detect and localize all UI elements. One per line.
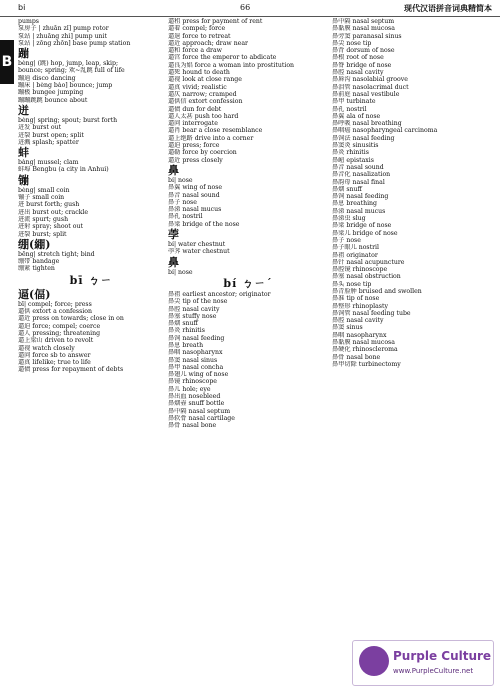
header-title: 现代汉语拼音词典精简本 <box>404 4 492 13</box>
dictionary-entry: 鼻咽 nasopharynx <box>332 331 387 339</box>
dictionary-entry: 逼仄 narrow; cramped <box>168 90 237 98</box>
dictionary-entry: 鼻整形 rhinoplasty <box>332 302 388 310</box>
dictionary-entry: 鼻梁儿 bridge of nose <box>332 229 398 237</box>
dictionary-entry: 鼻窦炎 sinusitis <box>332 142 379 150</box>
dictionary-entry: 鼻尖 nose tip <box>332 39 372 47</box>
dictionary-entry: 鼻子 nose <box>332 236 361 244</box>
dictionary-entry: 逼租 press for payment of rent <box>168 18 263 25</box>
dictionary-entry: 鼻腔镜 rhinoscope <box>332 266 388 274</box>
dictionary-entry: bí| nose <box>168 268 193 276</box>
dictionary-entry: 逼近 press closely <box>168 156 223 164</box>
dictionary-entry: 鼻饲 nasal feeding <box>332 193 389 201</box>
dictionary-entry: 鼻咽癌 nasopharyngeal carcinoma <box>332 127 438 135</box>
dictionary-entry: 逼供信 extort confession <box>168 98 243 106</box>
dictionary-entry: 逼迫 force; compel; coerce <box>18 322 101 330</box>
dictionary-entry: 逼问 force sb to answer <box>18 351 91 359</box>
dictionary-entry: 鼻窦 nasal sinus <box>168 356 218 364</box>
dictionary-entry: 鼻祖 originator <box>332 251 378 259</box>
dictionary-entry: 迸裂 burst open; split <box>18 131 84 139</box>
dictionary-entry: 逼死 hound to death <box>168 69 230 77</box>
dictionary-entry: 鼻梁 bridge of the nose <box>168 220 240 228</box>
dictionary-entry: 逼良为娼 force a woman into prostitution <box>168 61 295 69</box>
dictionary-entry: 泵房子 | zhuān zǐ] pump rotor <box>18 25 109 33</box>
dictionary-entry: 迸发 burst out <box>18 124 62 132</box>
dictionary-entry: 鼻炎 rhinitis <box>332 149 369 157</box>
dictionary-entry: 鼻青脸肿 bruised and swollen <box>332 287 422 295</box>
letter-tab: B <box>0 40 14 84</box>
dictionary-entry: 鼻子 nose <box>168 198 197 206</box>
dictionary-entry: bī ㄅㄧ <box>69 273 113 287</box>
dictionary-entry: 荸 <box>168 228 179 242</box>
dictionary-entry: 逼肖 bear a close resemblance <box>168 127 263 135</box>
dictionary-entry: 鼻中隔 nasal septum <box>168 407 231 415</box>
dictionary-entry: 进 burst forth; gush <box>18 201 80 209</box>
dictionary-entry: 镚 <box>18 173 29 187</box>
dictionary-entry: 逼人 pressing; threatening <box>18 329 101 337</box>
dictionary-entry: 荸荠 water chestnut <box>168 248 230 256</box>
dictionary-entry: 鼻头 nose tip <box>332 280 372 288</box>
dictionary-entry: 鼻塞 nasal obstruction <box>332 273 401 281</box>
dictionary-entry: 鼻祖 earliest ancestor; originator <box>168 290 271 298</box>
dictionary-entry: 鼻衄 epistaxis <box>332 156 374 164</box>
dictionary-entry: bèng| small coin <box>18 186 70 194</box>
dictionary-entry: 鼻脊 bridge of nose <box>332 61 392 69</box>
dictionary-entry: 蹦床 | bèng bào] bounce; jump <box>18 82 113 90</box>
dictionary-entry: 泵站 | zhuāng zhì] pump unit <box>18 32 108 40</box>
dictionary-entry: 鼻翼 ala of nose <box>332 112 381 120</box>
dictionary-entry: 逼上绝路 drive into a corner <box>168 134 254 142</box>
dictionary-entry: 绷带 bandage <box>18 258 60 266</box>
dictionary-entry: 鼻咽 nasopharynx <box>168 349 223 357</box>
dictionary-entry: 逼视 look at close range <box>168 76 242 84</box>
dictionary-entry: 鼻孔 nostril <box>168 213 203 221</box>
watermark-name: Purple Culture <box>393 649 492 663</box>
dictionary-entry: 鼻涕 nasal mucus <box>332 207 386 215</box>
dictionary-entry: 迸 <box>18 103 29 117</box>
dictionary-entry: pumps <box>18 18 39 25</box>
dictionary-entry: 鼻腔 nasal cavity <box>332 317 384 325</box>
dictionary-entry: 逼债 dun for debt <box>168 105 222 113</box>
dictionary-entry: 鼻韵母 nasal final <box>332 178 385 186</box>
dictionary-entry: 逼退 force to retreat <box>168 32 231 40</box>
dictionary-entry: 逼(偪) <box>18 287 51 301</box>
dictionary-entry: 鼻翅儿 wing of nose <box>168 371 229 379</box>
dictionary-entry: 鼻孔 nostril <box>332 105 367 113</box>
dictionary-entry: 鼻腔 nasal cavity <box>168 305 220 313</box>
watermark-logo <box>352 640 494 686</box>
dictionary-entry: bàng| mussel; clam <box>18 159 79 167</box>
dictionary-entry: bèng| spring; spout; burst forth <box>18 116 118 124</box>
dictionary-entry: 鼻出血 nosebleed <box>168 393 221 401</box>
dictionary-entry: 鼻骨 nasal bone <box>168 422 217 430</box>
dictionary-entry: 鼻准 tip of nose <box>332 295 380 303</box>
dictionary-entry: 鼻息 breathing <box>332 200 378 208</box>
dictionary-entry: 迸溅 splash; spatter <box>18 138 79 146</box>
dictionary-entry: 鼻甲 nasal concha <box>168 363 224 371</box>
dictionary-entry: 鼻镜 rhinoscope <box>168 378 217 386</box>
dictionary-entry: bí| nose <box>168 176 193 184</box>
dictionary-entry: 鼻翼 wing of nose <box>168 184 223 192</box>
dictionary-entry: 逼问 interrogate <box>168 120 218 128</box>
dictionary-entry: 鼻呼吸 nasal breathing <box>332 120 402 128</box>
dictionary-entry: 蚌埠 Bengbu (a city in Anhui) <box>18 166 109 174</box>
column-3 <box>332 18 494 690</box>
dictionary-entry: 鼻涕 nasal mucus <box>168 206 222 214</box>
dictionary-entry: 鼻黏膜 nasal mucosa <box>332 25 395 33</box>
dictionary-entry: 鼻烟 snuff <box>332 185 362 193</box>
dictionary-entry: 鼻根 root of nose <box>332 54 384 62</box>
watermark-url: www.PurpleCulture.net <box>393 667 474 675</box>
dictionary-entry: 蚌 <box>18 146 29 160</box>
dictionary-entry: 逼视 watch closely <box>18 344 75 352</box>
dictionary-entry: 逼真 lifelike; true to life <box>18 359 91 367</box>
dictionary-entry: 鼻硬化 rhinoscleroma <box>332 346 398 354</box>
dictionary-entry: 鼻背 dorsum of nose <box>332 47 395 55</box>
dictionary-entry: 蹦迪 disco dancing <box>18 74 76 82</box>
dictionary-entry: 鼻软骨 nasal cartilage <box>168 414 235 422</box>
dictionary-entry: 鼻尖 tip of the nose <box>168 298 228 306</box>
dictionary-entry: 逼供 extort a confession <box>18 308 92 316</box>
dictionary-entry: 鼻音 nasal sound <box>332 163 384 171</box>
page-header <box>0 0 500 17</box>
dictionary-entry: 鼻梁 bridge of nose <box>332 222 392 230</box>
dictionary-entry: 鼻骨 nasal bone <box>332 353 381 361</box>
dictionary-entry: 蹦极 bungee jumping <box>18 89 84 97</box>
dictionary-entry: 逼近 approach; draw near <box>168 39 248 47</box>
dictionary-entry: 逼人太甚 push too hard <box>168 112 239 120</box>
dictionary-entry: 逼真 vivid; realistic <box>168 83 227 91</box>
dictionary-entry: 鼻腔 nasal cavity <box>332 69 384 77</box>
dictionary-entry: 鼻饲法 nasal feeding <box>332 134 395 142</box>
dictionary-entry: 鼻塞 stuffy nose <box>168 312 217 320</box>
dictionary-entry: 鼻黏膜 nasal mucosa <box>332 339 395 347</box>
dictionary-entry: 逼和 force a draw <box>168 47 222 55</box>
page-number: 66 <box>240 3 251 12</box>
dictionary-entry: 鼻甲 turbinate <box>332 98 376 106</box>
dictionary-entry: bī| compel; force; press <box>18 300 92 308</box>
dictionary-entry: bounce; spring; 欢~乱跳 full of life <box>18 67 125 75</box>
dictionary-entry: bí ㄅㄧˊ <box>223 276 273 290</box>
dictionary-entry: bèng| (跳) hop, jump, leap, skip; <box>18 60 119 68</box>
dictionary-entry: 鼻炎 rhinitis <box>168 327 205 335</box>
dictionary-entry: 鼻 <box>168 255 179 269</box>
dictionary-entry: 绷紧 tighten <box>18 265 55 273</box>
dictionary-entry: 逼宫 force the emperor to abdicate <box>168 54 277 62</box>
dictionary-entry: 进射 spray; shoot out <box>18 223 83 231</box>
dictionary-entry: 进出 burst out; crackle <box>18 208 89 216</box>
header-pinyin: bi <box>18 3 26 12</box>
dictionary-entry: 逼债 press for repayment of debts <box>18 366 124 374</box>
column-2 <box>168 18 328 690</box>
dictionary-entry: 逼近 press on towards; close in on <box>18 315 124 323</box>
dictionary-entry: 逼勒 force by coercion <box>168 149 237 157</box>
dictionary-entry: 鼻涕虫 slug <box>332 215 366 223</box>
dictionary-entry: 鼻饲 nasal feeding <box>168 334 225 342</box>
dictionary-entry: 逼着 compel; force <box>168 25 226 33</box>
dictionary-entry: 鼻烟 snuff <box>168 320 198 328</box>
dictionary-entry: 鼻前庭 nasal vestibule <box>332 90 400 98</box>
dictionary-entry: 绷(綳) <box>18 237 51 251</box>
dictionary-entry: 鼻窦 sinus <box>332 324 363 332</box>
dictionary-entry: 鼻息 breath <box>168 341 204 349</box>
dictionary-entry: 进流 spurt; gush <box>18 215 69 223</box>
dictionary-entry: 鼻音 nasal sound <box>168 191 220 199</box>
purple-culture-icon <box>359 646 389 676</box>
dictionary-entry: bēng| stretch tight; bind <box>18 250 95 258</box>
dictionary-entry: 鼻旁窦 paranasal sinus <box>332 32 402 40</box>
dictionary-entry: 蹦 <box>18 47 29 61</box>
dictionary-entry: 鼻针 nasal acupuncture <box>332 258 405 266</box>
dictionary-entry: 鼻唇沟 nasolabial groove <box>332 76 408 84</box>
dictionary-entry: 鼻中隔 nasal septum <box>332 18 395 25</box>
dictionary-entry: bí| water chestnut <box>168 241 226 249</box>
dictionary-entry: 鼻饲管 nasal feeding tube <box>332 309 411 317</box>
dictionary-entry: 进裂 burst; split <box>18 230 67 238</box>
dictionary-entry: 鼻甲切除 turbinectomy <box>332 360 401 368</box>
dictionary-entry: 逼迫 press; force <box>168 142 220 150</box>
dictionary-entry: 鼻音化 nasalization <box>332 171 391 179</box>
dictionary-entry: 鼻泪管 nasolacrimal duct <box>332 83 409 91</box>
column-1 <box>18 18 164 690</box>
dictionary-entry: 鼻烟壶 snuff bottle <box>168 400 225 408</box>
dictionary-entry: 蹦蹦跳跳 bounce about <box>18 96 88 104</box>
dictionary-entry: 泵站 | zōng zhōn] base pump station <box>18 39 131 47</box>
dictionary-entry: 鼻 <box>168 163 179 177</box>
dictionary-entry: 镚子 small coin <box>18 194 65 202</box>
dictionary-entry: 逼上梁山 driven to revolt <box>18 337 94 345</box>
dictionary-entry: 鼻子眼儿 nostril <box>332 244 380 252</box>
dictionary-entry: 鼻儿 hole; eye <box>168 385 211 393</box>
